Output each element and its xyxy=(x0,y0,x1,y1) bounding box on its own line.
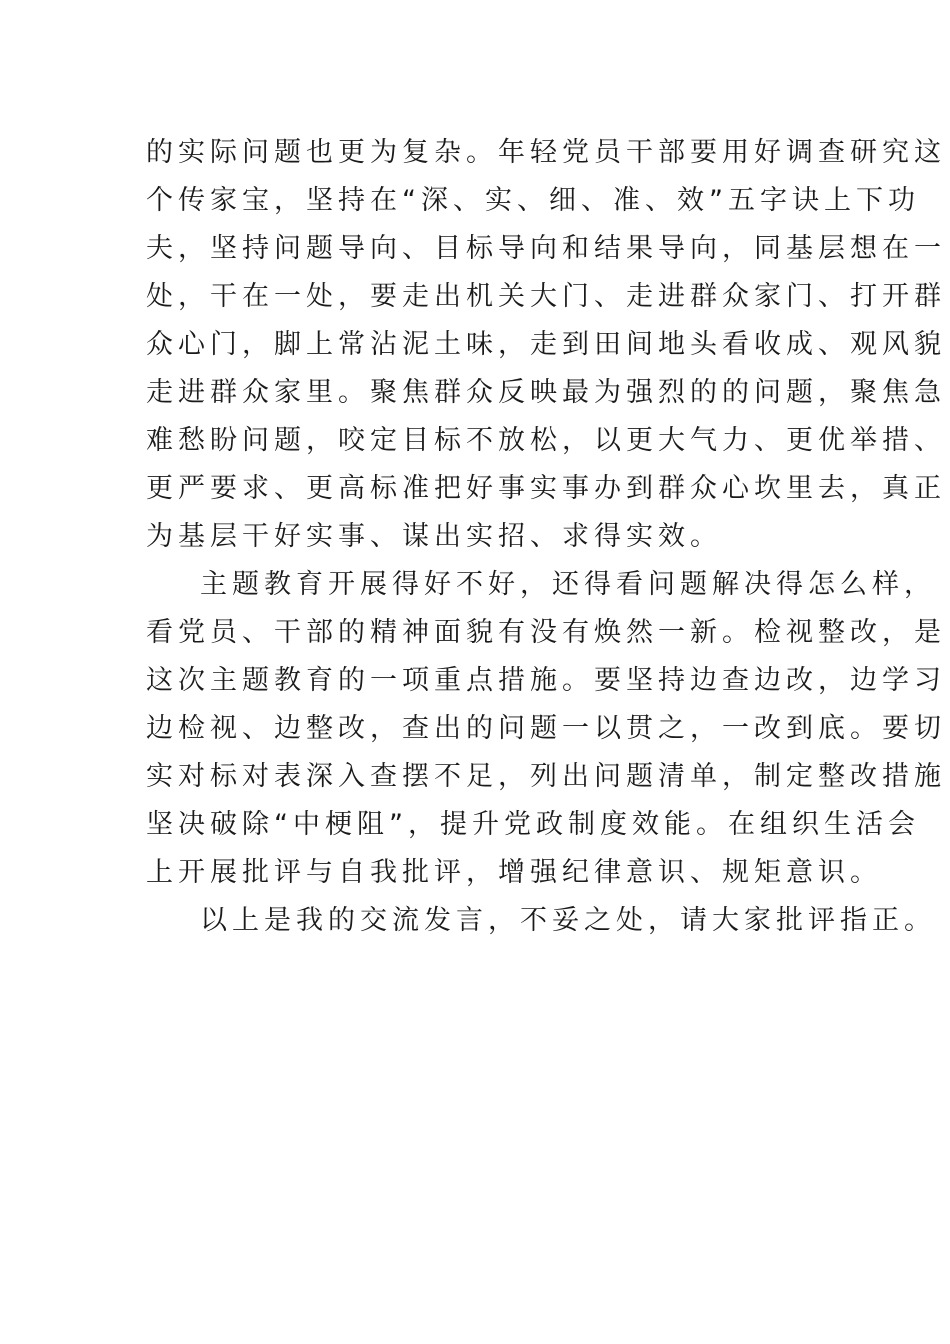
text-line: 走进群众家里。聚焦群众反映最为强烈的的问题，聚焦急 xyxy=(146,377,946,408)
text-line: 这次主题教育的一项重点措施。要坚持边查边改，边学习 xyxy=(146,665,946,696)
body-text xyxy=(146,129,946,945)
text-line: 边检视、边整改，查出的问题一以贯之，一改到底。要切 xyxy=(146,713,946,744)
text-line: 上开展批评与自我批评，增强纪律意识、规矩意识。 xyxy=(146,857,882,888)
text-line: 的实际问题也更为复杂。年轻党员干部要用好调查研究这 xyxy=(146,137,946,168)
text-line: 更严要求、更高标准把好事实事办到群众心坎里去，真正 xyxy=(146,473,946,504)
text-line: 处，干在一处，要走出机关大门、走进群众家门、打开群 xyxy=(146,281,946,312)
text-line: 个传家宝，坚持在“深、实、细、准、效”五字诀上下功 xyxy=(146,185,920,216)
text-line: 众心门，脚上常沾泥土味，走到田间地头看收成、观风貌 xyxy=(146,329,946,360)
text-line: 坚决破除“中梗阻”，提升党政制度效能。在组织生活会 xyxy=(146,809,920,840)
text-line: 为基层干好实事、谋出实招、求得实效。 xyxy=(146,521,722,552)
paragraph-2 xyxy=(146,561,946,897)
paragraph-3 xyxy=(146,897,936,945)
paragraph-1 xyxy=(146,129,946,561)
text-line: 主题教育开展得好不好，还得看问题解决得怎么样， xyxy=(200,569,936,600)
text-line: 实对标对表深入查摆不足，列出问题清单，制定整改措施 xyxy=(146,761,946,792)
text-line: 以上是我的交流发言，不妥之处，请大家批评指正。 xyxy=(200,905,936,936)
text-line: 看党员、干部的精神面貌有没有焕然一新。检视整改，是 xyxy=(146,617,946,648)
text-line: 夫，坚持问题导向、目标导向和结果导向，同基层想在一 xyxy=(146,233,946,264)
text-line: 难愁盼问题，咬定目标不放松，以更大气力、更优举措、 xyxy=(146,425,946,456)
